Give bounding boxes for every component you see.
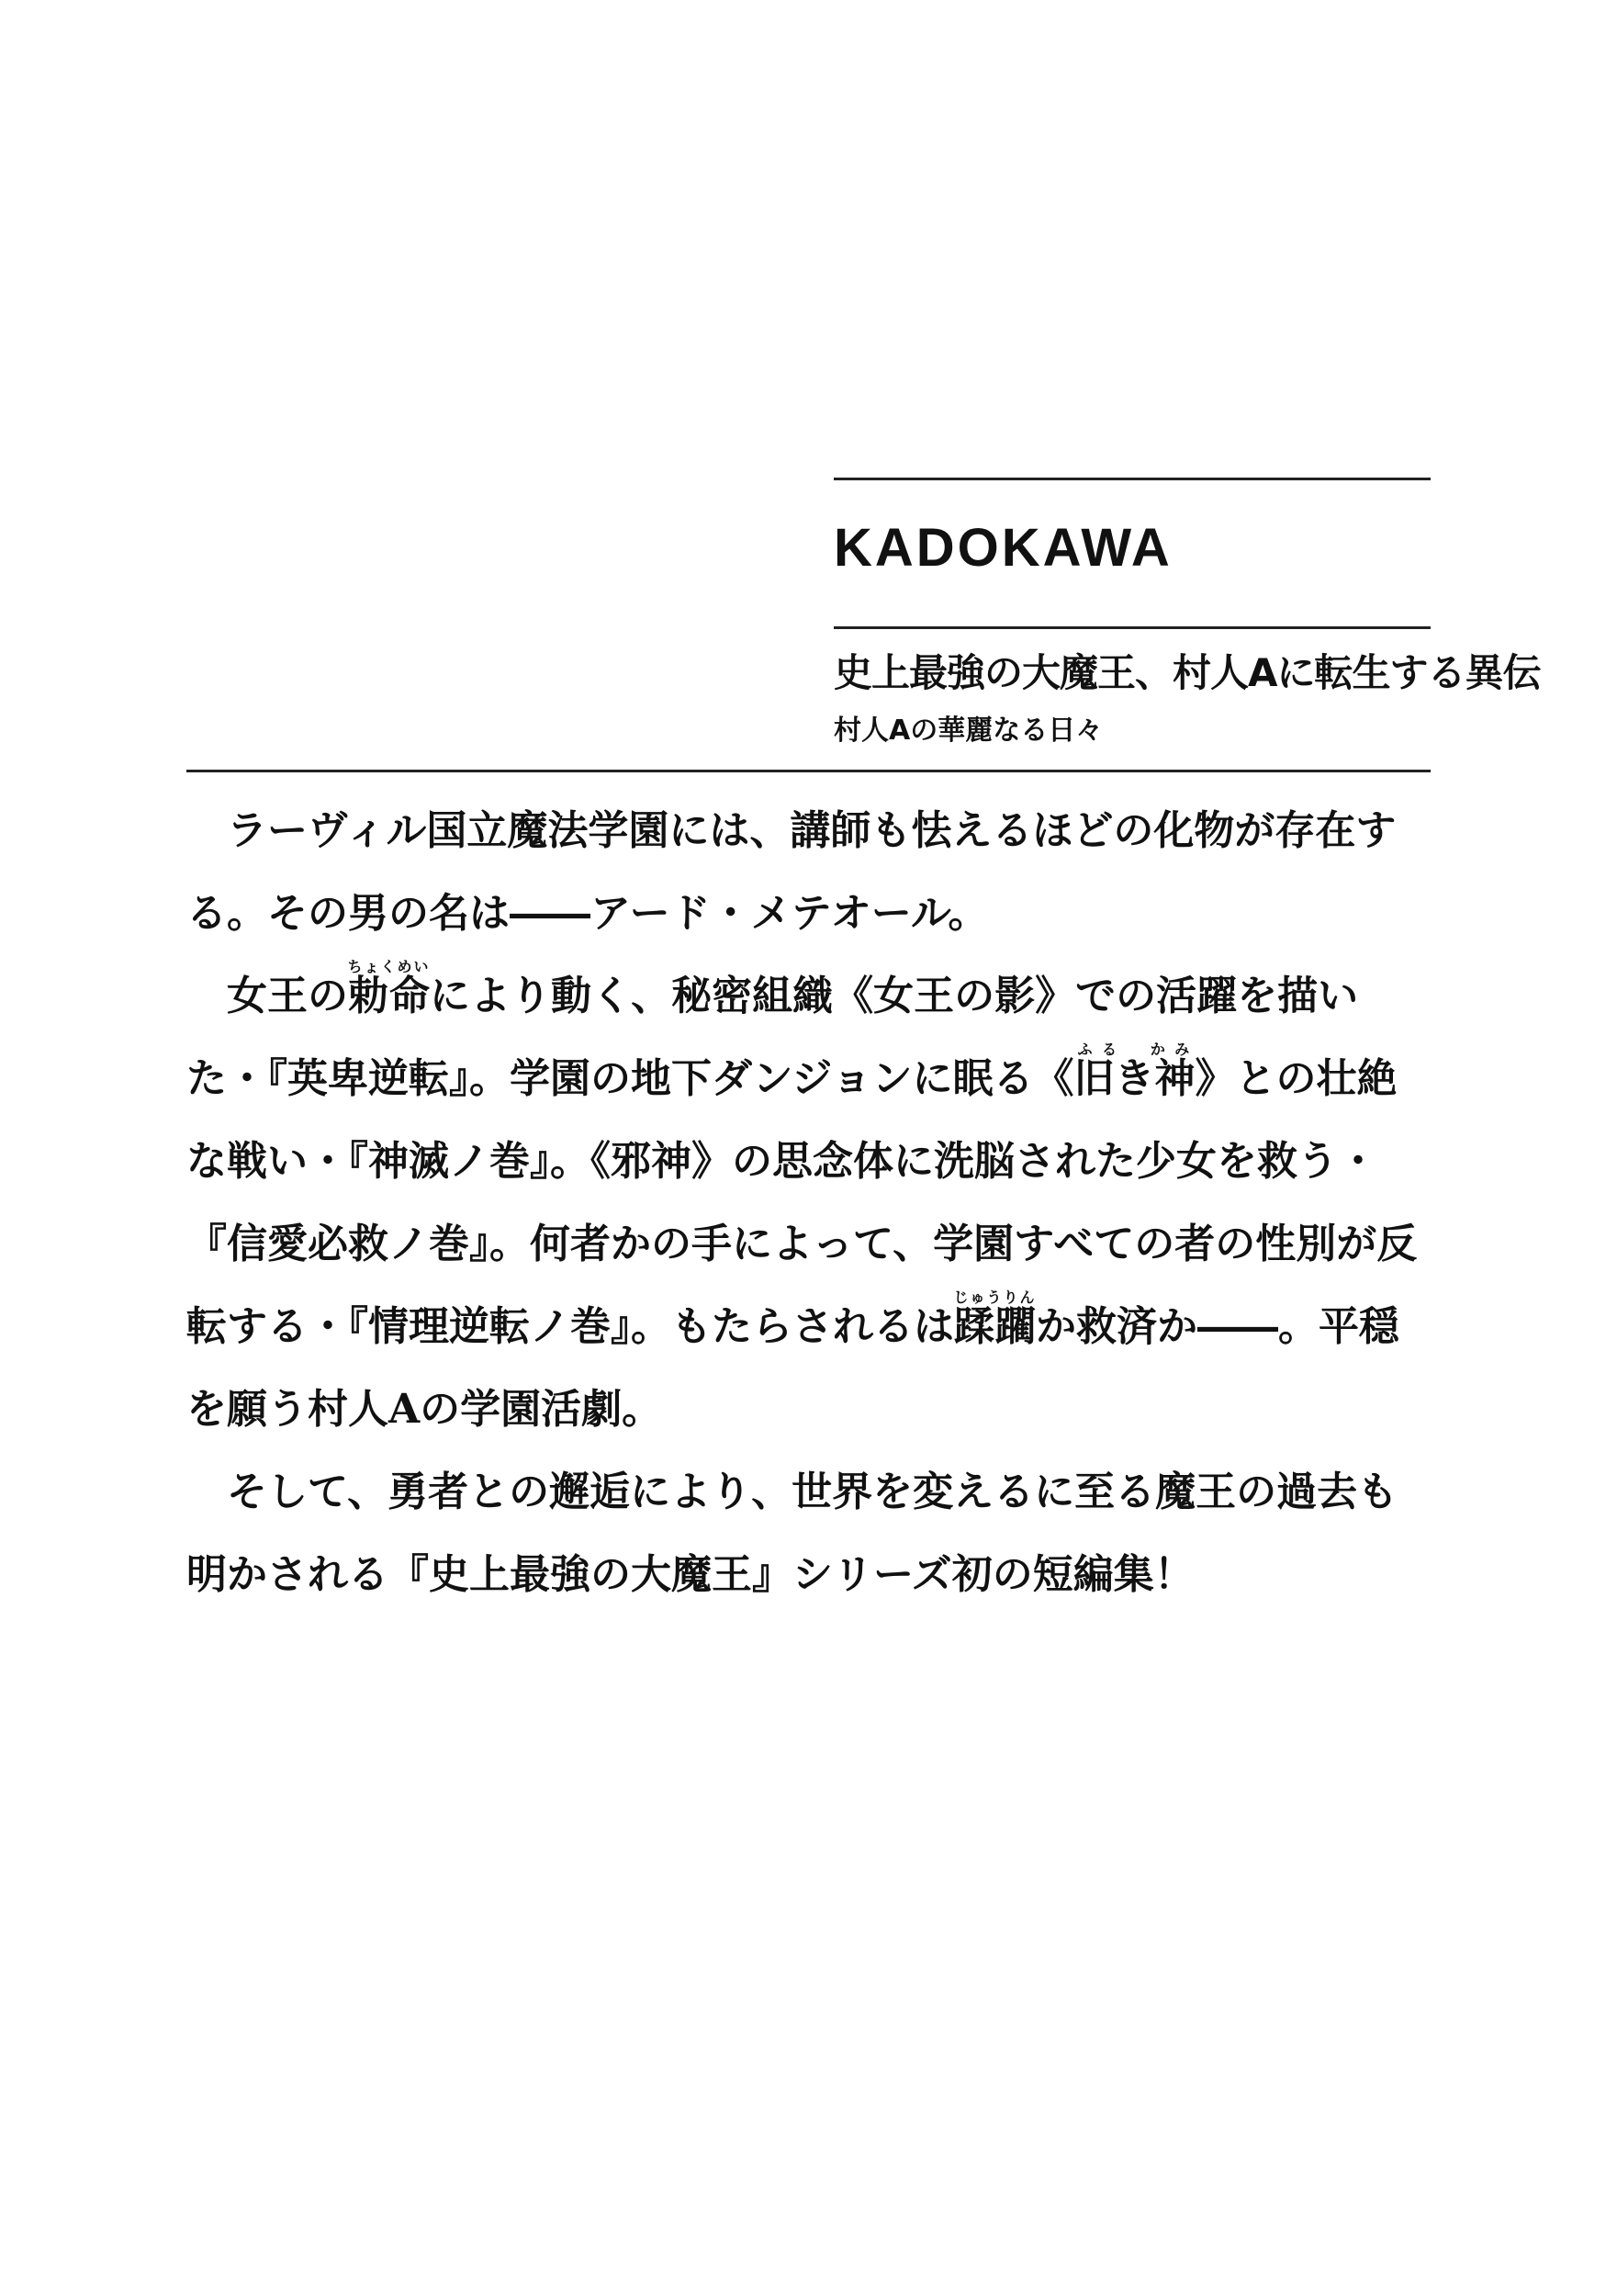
ruby-word: 勅命ちょくめい	[347, 958, 431, 1019]
middle-rule	[834, 626, 1431, 629]
book-subtitle: 村人Aの華麗なる日々	[834, 715, 1104, 747]
top-rule	[834, 478, 1431, 480]
publisher-logo: KADOKAWA	[834, 518, 1173, 578]
synopsis-text: 》との壮絶な戦い・『神滅ノ巻』。《邪神》の思念体に洗脳された少女を救う・『信愛必救ノ巻』。何者かの手によって、学園すべての者の性別が反転する・『情理逆転ノ巻』。もたらされるは	[186, 1055, 1418, 1350]
synopsis-paragraph-1: ラーヴィル国立魔法学園には、講師も怯えるほどの化物が存在する。その男の名は――アード・メテオール。	[186, 807, 1397, 937]
ruby-reading: ふる かみ	[1073, 1041, 1196, 1058]
synopsis	[186, 790, 1435, 1616]
ruby-word: 旧き神ふる かみ	[1073, 1041, 1196, 1102]
synopsis-paragraph-3: そして、勇者との邂逅により、世界を変えるに至る魔王の過去も明かされる『史上最強の大魔王』シリーズ初の短編集！	[186, 1469, 1398, 1598]
ruby-reading: ちょくめい	[347, 958, 431, 975]
ruby-word: 蹂躙じゅうりん	[953, 1289, 1037, 1350]
synopsis-text: 女王の	[227, 973, 348, 1019]
synopsis-text: か救済か――。平穏を願う村人Aの学園活劇。	[186, 1303, 1400, 1433]
ruby-reading: じゅうりん	[953, 1289, 1037, 1306]
book-title: 史上最強の大魔王、村人Aに転生する異伝	[834, 650, 1541, 695]
bottom-rule	[186, 770, 1431, 772]
synopsis-paragraph-2	[186, 955, 1435, 1451]
synopsis-text: により動く、秘密組織《女王の影》での活躍を描いた・『英卑逆転』。学園の地下ダンジョンに眠る《	[186, 973, 1359, 1102]
